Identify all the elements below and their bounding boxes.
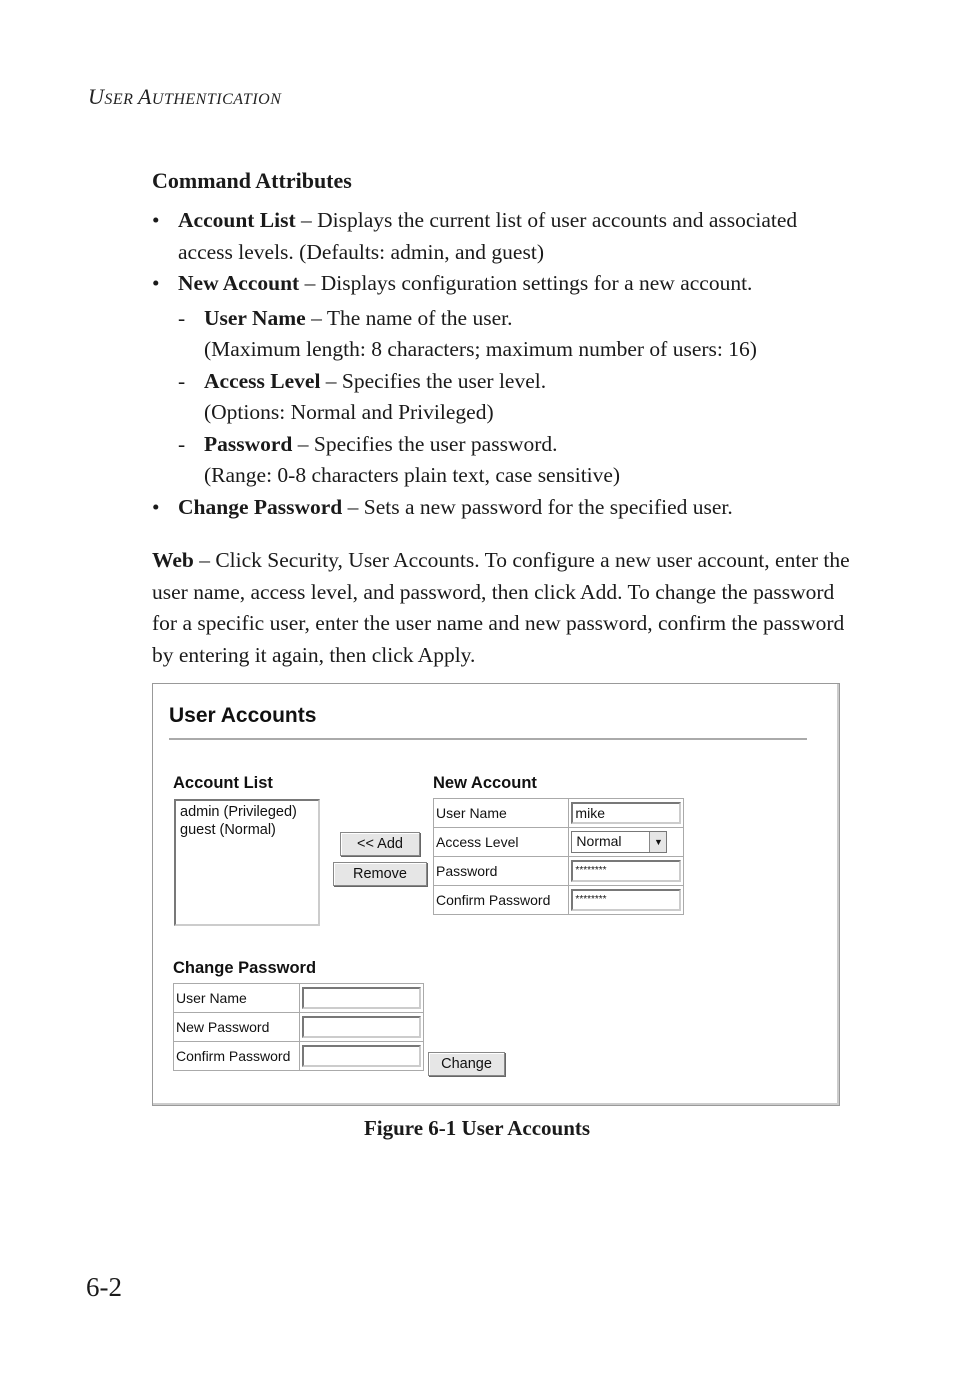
account-list-header: Account List <box>173 774 273 792</box>
access-level-select[interactable]: Normal ▼ <box>571 831 667 853</box>
confirm-password-label: Confirm Password <box>434 886 569 915</box>
account-list-box[interactable] <box>174 799 320 926</box>
access-level-label: Access Level <box>434 828 569 857</box>
bullet-account-list: • Account List – Displays the current list of user accounts and associated access levels. (Defaults: admin, and guest) <box>152 208 798 264</box>
cp-confirm-password-input[interactable] <box>302 1045 421 1067</box>
sub-password: - Password – Specifies the user password. (Range: 0-8 characters plain text, case sensitive) <box>178 431 621 487</box>
new-account-header: New Account <box>433 774 537 792</box>
add-button[interactable]: << Add <box>340 832 420 856</box>
cp-user-name-input[interactable] <box>302 987 421 1009</box>
screenshot-title: User Accounts <box>169 704 317 727</box>
new-account-form <box>433 798 684 915</box>
bullet-new-account: • New Account – Displays configuration settings for a new account. <box>152 271 753 295</box>
title-divider <box>169 738 807 740</box>
confirm-password-input[interactable]: ******** <box>571 889 681 911</box>
bullet-change-password: • Change Password – Sets a new password for the specified user. <box>152 494 733 519</box>
user-name-label: User Name <box>434 799 569 828</box>
remove-button[interactable]: Remove <box>333 862 427 886</box>
cp-new-password-input[interactable] <box>302 1016 421 1038</box>
web-paragraph: Web – Click Security, User Accounts. To configure a new user account, enter the user name, access level, and password, then click Add. To change the password for a specific user, enter the user name and new password, confirm the password by entering it again, then click Apply. <box>152 548 850 667</box>
list-item[interactable]: admin (Privileged) <box>180 804 297 820</box>
running-head: USER AUTHENTICATION <box>88 84 282 109</box>
body-text <box>152 205 852 671</box>
sub-access-level: - Access Level – Specifies the user level. (Options: Normal and Privileged) <box>178 368 547 424</box>
password-label: Password <box>434 857 569 886</box>
user-accounts-screenshot <box>152 683 840 1106</box>
cp-new-password-label: New Password <box>174 1013 300 1042</box>
figure-caption: Figure 6-1 User Accounts <box>363 1116 591 1140</box>
change-password-header: Change Password <box>173 959 317 977</box>
section-title: Command Attributes <box>152 168 352 193</box>
page-number: 6-2 <box>86 1272 122 1302</box>
password-input[interactable]: ******** <box>571 860 681 882</box>
chevron-down-icon[interactable]: ▼ <box>649 832 666 852</box>
user-name-input[interactable]: mike <box>571 802 681 824</box>
cp-user-name-label: User Name <box>174 984 300 1013</box>
sub-user-name: - User Name – The name of the user. (Maximum length: 8 characters; maximum number of users: 16) <box>178 305 757 361</box>
cp-confirm-password-label: Confirm Password <box>174 1042 300 1071</box>
list-item[interactable]: guest (Normal) <box>180 822 276 838</box>
change-button[interactable]: Change <box>428 1052 505 1076</box>
change-password-form <box>173 983 424 1071</box>
